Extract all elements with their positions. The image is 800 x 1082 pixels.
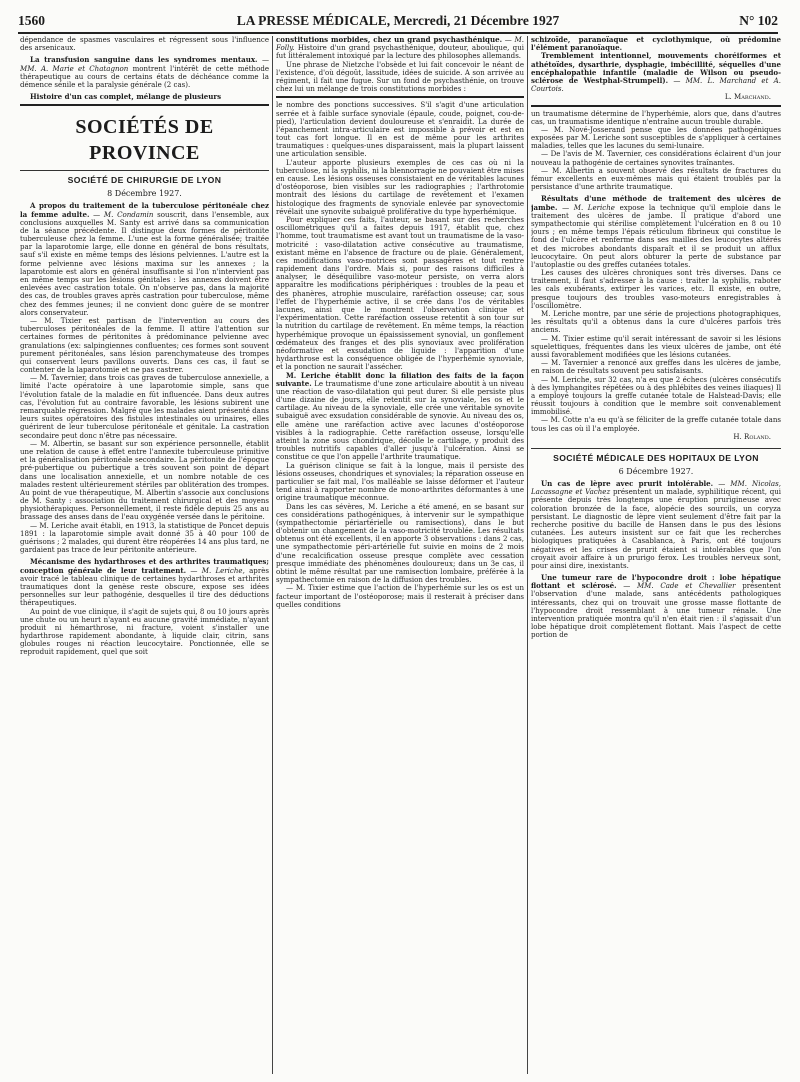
- paragraph: — M. Albertin a souvent observé des résultats de fractures du fémur excellents en eux-mêmes mais qui étaient troublés par la persistance d'une arthrite traumatique.: [531, 165, 781, 192]
- authors: — MM. L. Marchand et A. Courtois.: [531, 75, 781, 94]
- column-rule: [527, 36, 528, 1074]
- society-title: SOCIÉTÉ DE CHIRURGIE DE LYON: [67, 175, 222, 186]
- paragraph: le nombre des ponctions successives. S'il s'agit d'une articulation serrée et à faible surface synoviale (épaule, coude, poignet, cou-de-pied), l'articulation devient douloureuse et s'enraidit. La durée de l'épanchement intra-articulaire est impossible à prévoir et est en tout cas fort longue. Il en est de même pour les arthrites traumatiques : quelques-unes disparaissent, mais la plupart laissent une articulation sensible.: [276, 100, 524, 159]
- paragraph: Au point de vue clinique, il s'agit de sujets qui, 8 ou 10 jours après une chute ou un heurt n'ayant eu aucune gravité immédiate, n'ayant produit ni hémarthrose, ni fracture, voient s'installer une hydarthrose rapidement abondante, à liquide clair, citrin, sans globules rouges ni réaction leucocytaire. Ponctionnée, elle se reproduit rapidement, quel que soit: [20, 606, 269, 657]
- page-header: [18, 10, 778, 34]
- paragraph: [531, 480, 781, 570]
- authors: — MM. Cade et Chevallier: [623, 581, 736, 591]
- emphasis: M. Leriche établit donc la filiation des faits de la façon suivante.: [276, 370, 524, 388]
- article-heading: Résultats d'une méthode de traitement des ulcères de jambe.: [531, 194, 781, 212]
- article-heading: Histoire d'un cas complet, mélange de plusieurs: [30, 92, 222, 102]
- section-rule: [531, 105, 781, 107]
- authors: — M. Folly.: [276, 36, 524, 53]
- article-heading: Mécanisme des hydarthroses et des arthrites traumatiques; conception générale de leur traitement.: [20, 557, 269, 575]
- paragraph: Dans les cas sévères, M. Leriche a été amené, en se basant sur ces considérations pathogéniques, à intervenir sur le sympathique (sympathectomie périartérielle ou ramisections), dans le but d'obtenir un changement de la vaso-motricité troublée. Les résultats obtenus ont été excellents, il en apporte 3 observations : dans 2 cas, une sympathectomie péri-artérielle fut suivie en moins de 2 mois d'une recalcification osseuse presque complète avec cessation presque immédiate des phénomènes douloureux; dans un 3e cas, il obtint le même résultat par une ramisection lombaire, préférée à la sympathectomie en raison de la diffusion des troubles.: [276, 501, 524, 585]
- paragraph: M. Leriche montre, par une série de projections photographiques, les résultats qu'il a obtenus dans la cure d'ulcères parfois très anciens.: [531, 309, 781, 335]
- paragraph: — M. Tixier estime que l'action de l'hyperhémie sur les os est un facteur important de l'ostéoporose; mais il resterait à préciser dans quelles conditions: [276, 583, 524, 609]
- paragraph: [531, 574, 781, 640]
- paragraph-text: expose la technique qu'il emploie dans le traitement des ulcères de jambe. Il pratique d'abord une sympathectomie qui stérilise complètement l'ulcération en 8 ou 10 jours ; en même temps l'épais réticulum fibrineux qui constitue le fond de l'ulcère et renferme dans ses mailles des leucocytes altérés et des microbes abondants disparaît et il se produit un afflux leucocytaire. On peut alors obturer la perte de substance par l'autoplastie ou des greffes cutanées totales.: [531, 202, 781, 269]
- page-number: 1560: [18, 13, 45, 28]
- authors: — M. Condamin: [93, 209, 154, 219]
- section-rule: [20, 104, 269, 106]
- society-title: SOCIÉTÉ MÉDICALE DES HOPITAUX DE LYON: [553, 453, 759, 463]
- paragraph: — M. Tixier estime qu'il serait intéressant de savoir si les lésions squelettiques, fréquentes dans les vieux ulcères de jambe, ont été aussi favorablement modifiées que les lésions cutanées.: [531, 333, 781, 359]
- paragraph: — M. Cotte n'a eu qu'à se féliciter de la greffe cutanée totale dans tous les cas où il l'a employée.: [531, 415, 781, 433]
- paragraph: Les causes des ulcères chroniques sont très diverses. Dans ce traitement, il faut s'adresser à la cause : traiter la syphilis, raboter les cals exubérants, extirper les varices, etc. Il existe, en outre, presque toujours des troubles vaso-moteurs enregistrables à l'oscillomètre.: [531, 268, 781, 310]
- paragraph: — M. Leriche avait établi, en 1913, la statistique de Poncet depuis 1891 : la laparotomie simple avait donné 35 à 40 pour 100 de guérisons ; 2 malades, qui durent être réopérées 14 ans plus tard, ne gardaient pas trace de leur péritonite antérieure.: [20, 520, 269, 555]
- paragraph: dépendance de spasmes vasculaires et régressent sous l'influence des arsenicaux.: [20, 36, 269, 53]
- column-2: [276, 36, 524, 1076]
- journal-title: LA PRESSE MÉDICALE, Mercredi, 21 Décembre 1927: [236, 13, 560, 28]
- paragraph-text: Histoire d'un grand psychasthénique, douteur, aboulique, qui fut littéralement intoxiqué par la lecture des philosophes allemands.: [276, 43, 524, 61]
- authors: — M. Leriche: [562, 202, 615, 212]
- article-heading: La transfusion sanguine dans les syndromes mentaux.: [30, 55, 258, 65]
- paragraph-text: Le traumatisme d'une zone articulaire aboutit à un niveau une réaction de vaso-dilatation qui peut durer. Si elle persiste plus d'une dizaine de jours, elle retentit sur la synoviale, les os et le cartilage. Au niveau de la synoviale, elle crée une véritable synovite subaiguë avec exsudation considérable de synovie. Au niveau des os, elle amène une raréfaction active avec lacunes d'ostéoporose visibles à la radiographie. Cette raréfaction osseuse, lorsqu'elle atteint la zone sous chondrique, décolle le cartilage, y produit des troubles nutritifs capables d'aller jusqu'à l'ulcération. Ainsi se constitue ce que l'on appelle l'arthrite traumatique.: [276, 378, 524, 462]
- session-date: 8 Décembre 1927.: [107, 189, 182, 199]
- paragraph: [276, 372, 524, 462]
- paragraph: — De l'avis de M. Tavernier, ces considérations éclairent d'un jour nouveau la pathogénie de certaines synovites traînantes.: [531, 149, 781, 167]
- divider: [531, 448, 781, 449]
- article-heading: Un cas de lèpre avec prurit intolérable.: [541, 479, 714, 488]
- paragraph: — M. Nové-Josserand pense que les données pathogéniques exposées par M. Leriche sont susceptibles de s'appliquer à certaines maladies, telles que les lacunes du semi-lunaire.: [531, 124, 781, 151]
- paragraph: — M. Albertin, se basant sur son expérience personnelle, établit une relation de cause à effet entre l'annexite tuberculeuse primitive et la généralisation péritonéale secondaire. La péritonite de l'époque pré-pubertique ou pubertique a très souvent son point de départ dans une localisation annexielle, et un nombre notable de ces malades restent ultérieurement stériles par oblitération des trompes. Au point de vue thérapeutique, M. Albertin s'associe aux conclusions de M. Santy : association du traitement chirurgical et des moyens physiothérapiques. Personnellement, il reste fidèle depuis 25 ans au brassage des anses dans de l'eau oxygénée versée dans le péritoine.: [20, 438, 269, 522]
- signature: L. Marchand.: [724, 92, 771, 102]
- paragraph: L'auteur apporte plusieurs exemples de ces cas où ni la tuberculose, ni la syphilis, ni la blennorragie ne pouvaient être mises en cause. Les lésions osseuses consistaient en de véritables lacunes d'ostéoporose, bien visibles sur les radiographies ; l'arthrotomie montrait des lésions du cartilage de revêtement et l'examen histologique des fragments de synoviale enlevée par synovectomie révélait une synovite subaiguë proliférative du type hyperhémique.: [276, 157, 524, 216]
- authors: — M. Leriche,: [190, 565, 245, 575]
- column-3: [531, 36, 781, 1076]
- paragraph-text: présentent l'observation d'une malade, sans antécédents pathologiques intéressants, chez qui on trouvait une grosse masse flottante de l'hypocondre droit ressemblant à une tumeur rénale. Une intervention pratiquée montra qu'il n'en était rien : il s'agissait d'un lobe hépatique droit complètement flottant. Mais l'aspect de cette portion de: [531, 581, 781, 640]
- authors: — MM. A. Marie et Chatagnon: [20, 55, 269, 73]
- paragraph: La guérison clinique se fait à la longue, mais il persiste des lésions osseuses, chondriques et synoviales; la réparation osseuse en particulier se fait mal, l'os malléable se laisse déformer et l'auteur tend ainsi à rapporter nombre de mono-arthrites déformantes à une origine traumatique méconnue.: [276, 460, 524, 503]
- paragraph: schizoïde, paranoïaque et cyclothymique, où prédomine l'élément paranoïaque.: [531, 36, 781, 53]
- paragraph-text: montrent l'intérêt de cette méthode thérapeutique au cours de certains états de déchéance comme la démence sénile et la paralysie générale (2 cas).: [20, 63, 269, 89]
- paragraph: — M. Tavernier, dans trois cas graves de tuberculose annexielle, a limité l'acte opératoire à une laparotomie simple, sans que l'évolution fatale de la maladie en fût influencée. Dans deux autres cas, l'évolution fut au contraire favorable, les lésions subirent une remarquable régression. Malgré que les malades aient présenté dans leurs suites opératoires des fistules intestinales ou urinaires, elles guérirent de leur tuberculose péritonéale et génitale. La castration secondaire peut donc n'être pas nécessaire.: [20, 373, 269, 440]
- article-heading: constitutions morbides, chez un grand psychasthénique.: [276, 36, 503, 44]
- paragraph: [20, 93, 269, 101]
- signature: H. Roland.: [733, 431, 771, 441]
- paragraph: [276, 36, 524, 61]
- paragraph: Une phrase de Nietzche l'obsède et lui fait concevoir le néant de l'existence, d'où dégoût, lassitude, idées de suicide. A son arrivée au régiment, il fait une fugue. Sur un fond de psychasthénie, on trouve chez lui un mélange de trois constitutions morbides :: [276, 59, 524, 94]
- paragraph: [20, 56, 269, 89]
- paragraph: — M. Leriche, sur 32 cas, n'a eu que 2 échecs (ulcères consécutifs à des lymphangites répétées ou à des phlébites des veines iliaques) Il a employé toujours la greffe cutanée totale de Halstead-Davis; elle réussit toujours à condition que le membre soit convenablement immobilisé.: [531, 374, 781, 417]
- authors: — MM. Nicolas, Lacassagne et Vachez: [531, 479, 781, 497]
- paragraph-text: souscrit, dans l'ensemble, aux conclusions auxquelles M. Santy est arrivé dans sa communication de la séance précédente. Il distingue deux formes de péritonite tuberculeuse chez la femme. L'une est la forme généralisée; traitée par la laparotomie large, elle donne en général de bons résultats, sauf s'il existe en même temps des lésions pelviennes. L'autre est la forme pelvienne avec lésions maxima sur les annexes ; la laparotomie est alors en général insuffisante si l'on n'intervient pas en même temps sur les lésions génitales : les annexes doivent être enlevées avec castration totale. On n'observe pas, dans la majorité des cas, de troubles graves après castration pour tuberculose, même chez des femmes jeunes; il ne convient donc guère de se montrer alors conservateur.: [20, 209, 269, 317]
- paragraph-text: présentent un malade, syphilitique récent, qui présente depuis très longtemps une éruption prurigineuse avec coloration bronzée de la face, alopécie des sourcils, un coryza persistant. Le diagnostic de lèpre vient seulement d'être fait par la recherche positive du bacille de Hansen dans le pus des lésions cutanées. Les auteurs insistent sur ce fait que les recherches biologiques pratiquées à Casablanca, à Paris, ont été toujours négatives et les crises de prurit étaient si intolérables que l'on croyait avoir affaire à un prurigo ferox. Les troubles nerveux sont, pour ainsi dire, inexistants.: [531, 487, 781, 570]
- paragraph: — M. Tavernier a renoncé aux greffes dans les ulcères de jambe, en raison de résultats souvent peu satisfaisants.: [531, 358, 781, 376]
- paragraph-text: après avoir tracé le tableau clinique de certaines hydarthroses et arthrites traumatiques dont la genèse reste obscure, expose ses idées personnelles sur leur pathogénie, desquelles il tire des déductions thérapeutiques.: [20, 565, 269, 608]
- article-heading: A propos du traitement de la tuberculose péritonéale chez la femme adulte.: [20, 201, 269, 219]
- paragraph: Pour expliquer ces faits, l'auteur, se basant sur des recherches oscillométriques qu'il a faites depuis 1917, établit que, chez l'homme, tout traumatisme est avant tout un traumatisme de la vaso-motricité : vaso-dilatation active consécutive au traumatisme, existant même en l'absence de fracture ou de plaie. Généralement, ces modifications vaso-motrices sont passagères et tout rentre rapidement dans l'ordre. Mais si, pour des raisons difficiles à analyser, le déséquilibre vaso-moteur persiste, on verra alors apparaître les modifications périphériques : troubles de la peau et des phanères, atrophie musculaire, raréfaction osseuse; car, sous l'effet de l'hyperhémie active, il se crée dans l'os de véritables lacunes, ainsi que le montrent l'observation clinique et l'expérimentation. Cette raréfaction osseuse retentit à son tour sur la nutrition du cartilage de revêtement. En même temps, la réaction hyperhémique provoque un épaississement synovial, un gonflement œdémateux des franges et des plis synoviaux avec prolifération néoformative et exsudation de liquide : l'apparition d'une hydarthrose est la conséquence obligée de l'hyperhémie synoviale, et la ponction ne saurait l'assécher.: [276, 214, 524, 372]
- article-heading: Une tumeur rare de l'hypocondre droit : lobe hépatique flottant et sclérosé.: [531, 573, 781, 591]
- article-heading: Tremblement intentionnel, mouvements choréiformes et athétoïdes, dysarthrie, dysphagie, imbécillité, séquelles d'une encéphalopathie infantile (maladie de Wilson ou pseudo-sclérose de Westphal-Strumpell).: [531, 51, 781, 85]
- paragraph: [20, 202, 269, 317]
- paragraph: [531, 52, 781, 93]
- column-1: [20, 36, 269, 1076]
- column-rule: [272, 36, 273, 1074]
- paragraph: [531, 195, 781, 269]
- paragraph: [20, 558, 269, 607]
- paragraph: — M. Tixier est partisan de l'intervention au cours des tuberculoses péritonéales de la femme. Il attire l'attention sur certaines formes de péritonites à prédominance pelvienne avec granulations (ex: salpingiennes confluentes; ces formes sont souvent purement péritonéales, sans lésion parenchymateuse des trompes qui conservent leurs pavillons ouverts. Dans ces cas, il faut se contenter de la laparotomie et ne pas castrer.: [20, 315, 269, 375]
- section-rule: [276, 96, 524, 98]
- divider: [20, 170, 269, 171]
- section-title: SOCIÉTÉS DE PROVINCE: [75, 116, 214, 165]
- paragraph: un traumatisme détermine de l'hyperhémie, alors que, dans d'autres cas, un traumatisme identique n'entraîne aucun trouble durable.: [531, 108, 781, 126]
- issue-number: N° 102: [739, 13, 778, 28]
- session-date: 6 Décembre 1927.: [618, 467, 694, 476]
